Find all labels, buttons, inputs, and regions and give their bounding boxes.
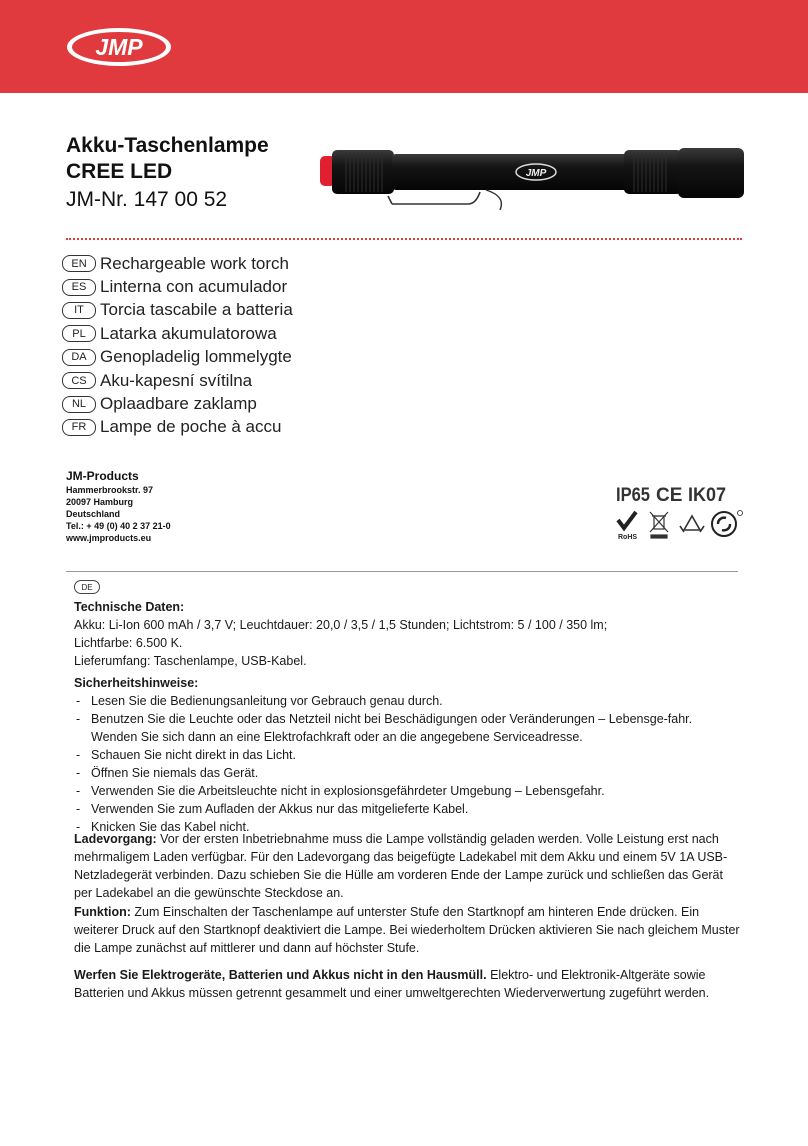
address-website[interactable]: www.jmproducts.eu bbox=[66, 533, 152, 543]
language-item bbox=[62, 299, 293, 322]
function-section bbox=[74, 903, 742, 957]
certification-marks bbox=[614, 482, 746, 542]
address-country: Deutschland bbox=[66, 509, 121, 519]
ce-mark: CE bbox=[656, 485, 683, 506]
lang-code-badge: ES bbox=[62, 279, 96, 296]
function-text: Zum Einschalten der Taschenlampe auf unterster Stufe den Startknopf am hinteren Ende drücken. Ein weiterer Druck auf den Startknopf deaktiviert die Lampe. Bei wiederholtem Drücken aktivieren Sie nach gleichem Muster die Lampe zunächst auf mittlerer und dann auf höchster Stufe. bbox=[74, 905, 740, 955]
safety-item: - Benutzen Sie die Leuchte oder das Netzteil nicht bei Beschädigungen oder Veränderungen – Lebensge-fahr. Wenden Sie sich dann an eine Elektrofachkraft oder an die angegebene Serviceadresse. bbox=[74, 710, 742, 746]
safety-item: - Lesen Sie die Bedienungsanleitung vor Gebrauch genau durch. bbox=[74, 692, 742, 710]
safety-item: - Verwenden Sie zum Aufladen der Akkus nur das mitgelieferte Kabel. bbox=[74, 800, 742, 818]
ik07-mark: IK07 bbox=[688, 485, 726, 506]
lang-code-badge: IT bbox=[62, 302, 96, 319]
language-item bbox=[62, 369, 293, 392]
disposal-text: Elektro- und Elektronik-Altgeräte sowie Batterien und Akkus müssen getrennt gesammelt und einer umweltgerechten Wiederverwertung zugeführt werden. bbox=[74, 968, 710, 1000]
charging-text: Vor der ersten Inbetriebnahme muss die Lampe vollständig geladen werden. Volle Leistung erst nach mehrmaligem Laden verfügbar. Für den Ladevorgang das beigefügte Ladekabel mit dem Akku und einem 5V 1A USB-Netzladegerät verbinden. Dazu schieben Sie die Hülle am vorderen Ende der Lampe zurück und schließen das Gerät per Ladekabel an die gewünschte Steckdose an. bbox=[74, 832, 728, 900]
language-item bbox=[62, 322, 293, 345]
language-item bbox=[62, 252, 293, 275]
lang-code-badge: PL bbox=[62, 325, 96, 342]
lang-title: Linterna con acumulador bbox=[100, 277, 288, 297]
lang-code-badge: NL bbox=[62, 396, 96, 413]
language-list bbox=[62, 252, 293, 439]
safety-section bbox=[74, 674, 742, 836]
jmp-logo bbox=[66, 27, 172, 67]
disposal-heading: Werfen Sie Elektrogeräte, Batterien und Akkus nicht in den Hausmüll. bbox=[74, 968, 487, 982]
torch-logo-text: JMP bbox=[525, 168, 547, 179]
language-item bbox=[62, 275, 293, 298]
recycle-icon bbox=[680, 516, 704, 532]
function-heading: Funktion: bbox=[74, 905, 131, 919]
tech-line-2: Lichtfarbe: 6.500 K. bbox=[74, 636, 183, 650]
green-dot-icon bbox=[712, 511, 743, 537]
title-line-1: Akku-Taschenlampe bbox=[66, 134, 269, 157]
lang-title: Latarka akumulatorowa bbox=[100, 323, 277, 343]
rohs-label: RoHS bbox=[618, 534, 638, 541]
tech-line-1: Akku: Li-Ion 600 mAh / 3,7 V; Leuchtdauer: 20,0 / 3,5 / 1,5 Stunden; Lichtstrom: 5 / 100 / 350 lm; bbox=[74, 618, 608, 632]
torch-image bbox=[318, 140, 746, 220]
charging-section bbox=[74, 830, 742, 902]
lang-title: Aku-kapesní svítilna bbox=[100, 370, 253, 390]
lang-title: Oplaadbare zaklamp bbox=[100, 394, 257, 414]
section-divider bbox=[66, 571, 738, 572]
product-title bbox=[66, 133, 269, 215]
weee-bin-icon bbox=[650, 512, 668, 538]
lang-code-badge: CS bbox=[62, 372, 96, 389]
lang-code-badge: FR bbox=[62, 419, 96, 436]
tech-heading: Technische Daten: bbox=[74, 600, 185, 614]
technical-data bbox=[74, 598, 742, 670]
language-item bbox=[62, 416, 293, 439]
logo-text: JMP bbox=[95, 34, 143, 60]
address-street: Hammerbrookstr. 97 bbox=[66, 485, 154, 495]
header-bar bbox=[0, 0, 808, 93]
language-item bbox=[62, 346, 293, 369]
lang-code-badge: DA bbox=[62, 349, 96, 366]
dotted-divider bbox=[66, 238, 742, 240]
company-address bbox=[66, 468, 171, 544]
safety-heading: Sicherheitshinweise: bbox=[74, 676, 199, 690]
lang-title: Genopladelig lommelygte bbox=[100, 347, 292, 367]
ip65-mark: IP65 bbox=[616, 485, 651, 506]
article-number: JM-Nr. 147 00 52 bbox=[66, 188, 228, 211]
company-name: JM-Products bbox=[66, 469, 139, 483]
charging-heading: Ladevorgang: bbox=[74, 832, 157, 846]
address-city: 20097 Hamburg bbox=[66, 497, 134, 507]
rohs-check-icon bbox=[618, 512, 637, 541]
lang-title: Lampe de poche à accu bbox=[100, 417, 282, 437]
safety-item: - Verwenden Sie die Arbeitsleuchte nicht in explosionsgefährdeter Umgebung – Lebensgefahr. bbox=[74, 782, 742, 800]
lang-title: Torcia tascabile a batteria bbox=[100, 300, 293, 320]
language-item bbox=[62, 392, 293, 415]
disposal-section bbox=[74, 966, 742, 1002]
address-phone: Tel.: + 49 (0) 40 2 37 21-0 bbox=[66, 521, 171, 531]
lang-code-badge: EN bbox=[62, 255, 96, 272]
safety-item: - Schauen Sie nicht direkt in das Licht. bbox=[74, 746, 742, 764]
tech-line-3: Lieferumfang: Taschenlampe, USB-Kabel. bbox=[74, 654, 307, 668]
safety-item: - Öffnen Sie niemals das Gerät. bbox=[74, 764, 742, 782]
safety-item: - Knicken Sie das Kabel nicht. bbox=[74, 818, 742, 836]
lang-code-badge-de: DE bbox=[74, 580, 100, 594]
lang-title: Rechargeable work torch bbox=[100, 253, 289, 273]
title-line-2: CREE LED bbox=[66, 160, 173, 183]
